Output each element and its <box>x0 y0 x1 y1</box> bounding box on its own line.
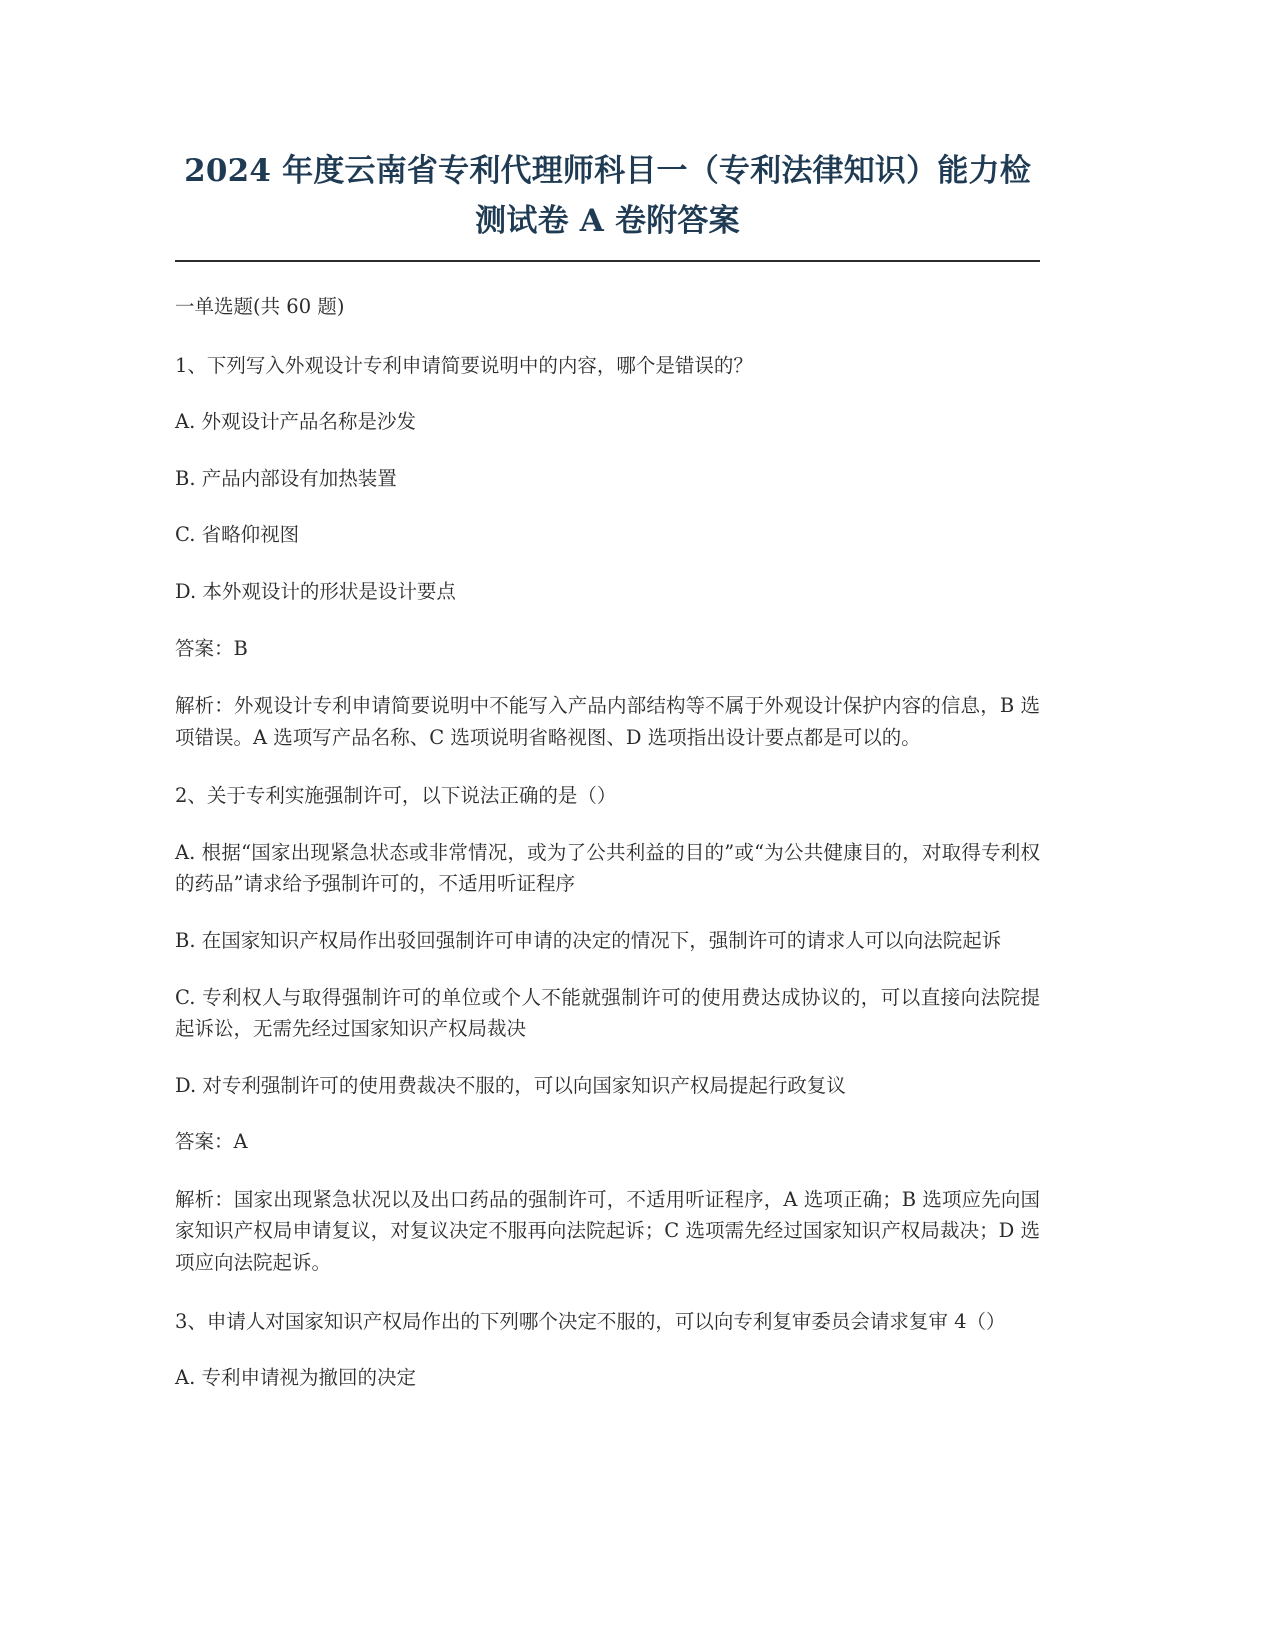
question-option: B. 在国家知识产权局作出驳回强制许可申请的决定的情况下，强制许可的请求人可以向法院起诉 <box>175 929 1002 953</box>
section-heading: 一单选题(共 60 题) <box>175 295 345 319</box>
page-content <box>175 0 1040 1394</box>
question-option: C. 省略仰视图 <box>175 523 300 547</box>
question-option: C. 专利权人与取得强制许可的单位或个人不能就强制许可的使用费达成协议的，可以直接向法院提起诉讼，无需先经过国家知识产权局裁决 <box>175 985 1040 1041</box>
question-analysis: 解析：国家出现紧急状况以及出口药品的强制许可，不适用听证程序，A 选项正确；B 选项应先向国家知识产权局申请复议，对复议决定不服再向法院起诉；C 选项需先经过国家知识产权局裁决；D 选项应向法院起诉。 <box>175 1187 1040 1275</box>
question-option: A. 外观设计产品名称是沙发 <box>175 410 416 434</box>
question-stem: 3、申请人对国家知识产权局作出的下列哪个决定不服的，可以向专利复审委员会请求复审 4（） <box>175 1309 1006 1333</box>
title-divider <box>175 260 1040 262</box>
question-option: A. 专利申请视为撤回的决定 <box>175 1366 416 1390</box>
question-answer: 答案：B <box>175 636 248 660</box>
question-option: B. 产品内部设有加热装置 <box>175 466 397 490</box>
question-option: D. 对专利强制许可的使用费裁决不服的，可以向国家知识产权局提起行政复议 <box>175 1073 846 1097</box>
question-option: A. 根据“国家出现紧急状态或非常情况，或为了公共利益的目的”或“为公共健康目的，对取得专利权的药品”请求给予强制许可的，不适用听证程序 <box>175 840 1040 896</box>
question-stem: 1、下列写入外观设计专利申请简要说明中的内容，哪个是错误的？ <box>175 353 753 377</box>
question-analysis: 解析：外观设计专利申请简要说明中不能写入产品内部结构等不属于外观设计保护内容的信息，B 选项错误。A 选项写产品名称、C 选项说明省略视图、D 选项指出设计要点都是可以的。 <box>175 694 1040 749</box>
question-option: D. 本外观设计的形状是设计要点 <box>175 579 456 603</box>
question-answer: 答案：A <box>175 1130 248 1154</box>
page-title: 2024 年度云南省专利代理师科目一（专利法律知识）能力检测试卷 A 卷附答案 <box>184 153 1031 240</box>
question-stem: 2、关于专利实施强制许可，以下说法正确的是（） <box>175 784 617 808</box>
